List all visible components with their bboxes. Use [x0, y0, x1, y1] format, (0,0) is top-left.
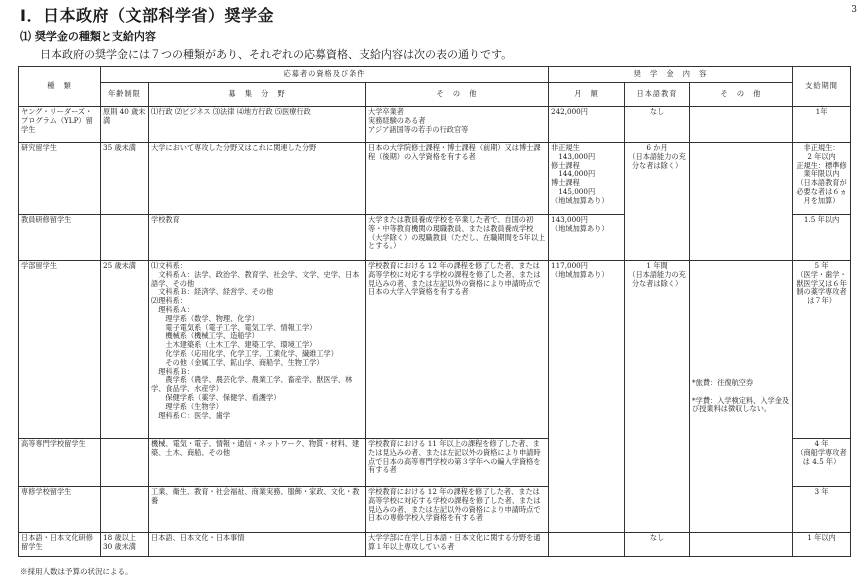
cell-japanese: なし [625, 533, 690, 557]
cell-other2-shared: *旅費：往復航空券 *学費：入学検定料、入学金及び授業料は徴収しない。 [690, 261, 793, 533]
header-field: 募 集 分 野 [149, 83, 366, 107]
cell-field: ⑴行政 ⑵ビジネス ⑶法律 ⑷地方行政 ⑸医療行政 [149, 107, 366, 143]
cell-period: 5 年 （医学・歯学・獣医学又は６年制の薬学専攻者は７年） [793, 261, 851, 439]
table-row [19, 143, 851, 215]
cell-other: 学校教育における 12 年の課程を修了した者、または高等学校に対応する学校の課程を修了した者、または見込みの者、または左記以外の資格により申請時点で日本の大学入学資格を有する者 [366, 261, 549, 439]
cell-age [101, 439, 149, 487]
cell-age: 18 歳以上 30 歳未満 [101, 533, 149, 557]
header-other2: そ の 他 [690, 83, 793, 107]
cell-other: 大学または教員養成学校を卒業した者で、自国の初等・中等教育機関の現職教員、または教員養成学校（大学除く）の現職教員（ただし、在職期間を5年以上とする。） [366, 215, 549, 261]
cell-period: 4 年 （商船学専攻者は 4.5 年） [793, 439, 851, 487]
header-qualifications: 応募者の資格及び条件 [101, 67, 549, 83]
cell-age [101, 215, 149, 261]
cell-type: 日本語・日本文化研修留学生 [19, 533, 101, 557]
cell-other: 学校教育における 12 年の課程を修了した者、または高等学校に対応する学校の課程を修了した者、または見込みの者、または左記以外の資格により申請時点で日本の専修学校入学資格を有する者 [366, 487, 549, 533]
intro-text: 日本政府の奨学金には７つの種類があり、それぞれの応募資格、支給内容は次の表の通りです。 [40, 48, 513, 61]
cell-period: 1年 [793, 107, 851, 143]
cell-monthly [549, 533, 625, 557]
cell-field: 機械、電気・電子、情報・通信・ネットワーク、物質・材料、建築、土木、商船、その他 [149, 439, 366, 487]
page-number: 3 [851, 5, 857, 15]
cell-age: 35 歳未満 [101, 143, 149, 215]
cell-japanese: 6 か月 （日本語能力の充分な者は除く） [625, 143, 690, 261]
cell-type: 専修学校留学生 [19, 487, 101, 533]
scholarship-table [18, 66, 851, 557]
cell-period: 1.5 年以内 [793, 215, 851, 261]
cell-field: 工業、衛生、教育・社会福祉、商業実務、服飾・家政、文化・教養 [149, 487, 366, 533]
header-scholarship: 奨 学 金 内 容 [549, 67, 793, 83]
cell-type: 教員研修留学生 [19, 215, 101, 261]
cell-period: 1 年以内 [793, 533, 851, 557]
cell-other2 [690, 143, 793, 261]
table-row [19, 261, 851, 439]
cell-monthly: 143,000円 （地域加算あり） [549, 215, 625, 261]
cell-japanese: なし [625, 107, 690, 143]
header-type: 種 類 [19, 67, 101, 107]
footnote: ※採用人数は予算の状況による。 [20, 567, 133, 576]
cell-monthly: 非正規生 143,000円 修士課程 144,000円 博士課程 145,000円 （地域加算あり） [549, 143, 625, 215]
cell-type: 学部留学生 [19, 261, 101, 439]
page-title: Ⅰ．日本政府（文部科学省）奨学金 [20, 6, 274, 25]
cell-type: 研究留学生 [19, 143, 101, 215]
cell-other: 大学学部に在学し日本語・日本文化に関する分野を通算１年以上専攻している者 [366, 533, 549, 557]
cell-period: 非正規生： 2 年以内 正規生：標準修業年限以内 （日本語教育が必要な者は６ヵ月を加算） [793, 143, 851, 215]
table-row [19, 533, 851, 557]
cell-other2 [690, 533, 793, 557]
section-heading: ⑴ 奨学金の種類と支給内容 [20, 30, 156, 43]
cell-type: ヤング・リーダーズ・プログラム（YLP）留学生 [19, 107, 101, 143]
cell-field: 大学において専攻した分野又はこれに関連した分野 [149, 143, 366, 215]
cell-other: 大学卒業者 実務経験のある者 アジア諸国等の若手の行政官等 [366, 107, 549, 143]
cell-age: 原則 40 歳未満 [101, 107, 149, 143]
cell-other: 日本の大学院修士課程・博士課程（前期）又は博士課程（後期）の入学資格を有する者 [366, 143, 549, 215]
cell-monthly: 117,000円 （地域加算あり） [549, 261, 625, 533]
cell-field: ⑴文科系： 文科系Ａ：法学、政治学、教育学、社会学、文学、史学、日本語学、その他 文科系Ｂ：経済学、経営学、その他 ⑵理科系： 理科系Ａ： 理学系（数学、物理、化学） 電子電気系（電子工学、電気工学、情報工学） 機械系（機械工学、造船学） 土木建築系（土木工学、建築工学、環境工学） 化学系（応用化学、化学工学、工業化学、繊維工学） その他（金属工学、鉱山学、商船学、生物工学） 理科系Ｂ： 農学系（農学、農芸化学、農業工学、畜産学、獣医学、林学、食品学、水産学） 保健学系（薬学、保健学、看護学） 理学系（生物学） 理科系Ｃ：医学、歯学 [149, 261, 366, 439]
cell-type: 高等専門学校留学生 [19, 439, 101, 487]
cell-other2 [690, 107, 793, 143]
cell-age: 25 歳未満 [101, 261, 149, 439]
cell-period: 3 年 [793, 487, 851, 533]
cell-monthly: 242,000円 [549, 107, 625, 143]
cell-field: 学校教育 [149, 215, 366, 261]
header-monthly: 月 額 [549, 83, 625, 107]
cell-japanese: 1 年間 （日本語能力の充分な者は除く） [625, 261, 690, 533]
header-age: 年齢制限 [101, 83, 149, 107]
cell-age [101, 487, 149, 533]
header-japanese: 日本語教育 [625, 83, 690, 107]
cell-other: 学校教育における 11 年以上の課程を修了した者、または見込みの者、または左記以外の資格により申請時点で日本の高等専門学校の第３学年への編入学資格を有する者 [366, 439, 549, 487]
header-period: 支給期間 [793, 67, 851, 107]
table-row [19, 107, 851, 143]
header-other: そ の 他 [366, 83, 549, 107]
cell-field: 日本語、日本文化・日本事情 [149, 533, 366, 557]
